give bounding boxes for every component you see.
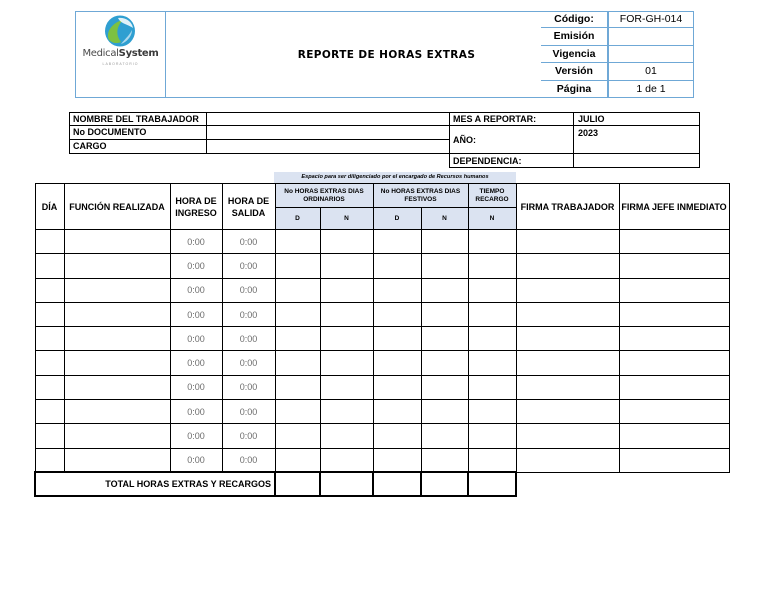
cell-ord-d[interactable] (275, 302, 320, 326)
cell-hora-ingreso[interactable]: 0:00 (170, 254, 222, 278)
cell-hora-salida[interactable]: 0:00 (222, 302, 275, 326)
cell-recargo-n[interactable] (468, 278, 516, 302)
cell-hora-salida[interactable]: 0:00 (222, 278, 275, 302)
subheader-ord-n: N (320, 208, 373, 230)
cell-dia[interactable] (35, 327, 64, 351)
cell-firma-trabajador[interactable] (516, 448, 619, 472)
cell-firma-trabajador[interactable] (516, 424, 619, 448)
cell-firma-jefe[interactable] (619, 327, 729, 351)
label-anio: AÑO: (453, 135, 476, 145)
cell-funcion[interactable] (64, 448, 170, 472)
logo-wordmark: MedicalSystem (82, 48, 159, 59)
cell-fest-n[interactable] (421, 230, 468, 254)
value-anio: 2023 (578, 128, 599, 138)
table-row (35, 327, 729, 351)
cell-hora-salida[interactable]: 0:00 (222, 230, 275, 254)
cell-fest-n[interactable] (421, 448, 468, 472)
total-row (35, 472, 729, 496)
label-nombre-trabajador: NOMBRE DEL TRABAJADOR (73, 114, 199, 124)
worker-info-table (69, 112, 700, 168)
table-row (35, 424, 729, 448)
table-row (35, 230, 729, 254)
cell-recargo-n[interactable] (468, 351, 516, 375)
total-fest-n[interactable] (421, 472, 468, 496)
meta-value: 1 de 1 (636, 82, 666, 95)
cell-fest-n[interactable] (421, 424, 468, 448)
cell-funcion[interactable] (64, 230, 170, 254)
cell-fest-d[interactable] (373, 302, 421, 326)
cell-hora-ingreso[interactable]: 0:00 (170, 351, 222, 375)
field-cargo[interactable] (207, 140, 449, 153)
label-no-documento: No DOCUMENTO (73, 127, 147, 137)
hr-note (274, 172, 516, 183)
cell-recargo-n[interactable] (468, 424, 516, 448)
cell-firma-trabajador[interactable] (516, 400, 619, 424)
cell-firma-trabajador[interactable] (516, 302, 619, 326)
cell-hora-ingreso[interactable]: 0:00 (170, 424, 222, 448)
cell-firma-jefe[interactable] (619, 351, 729, 375)
cell-ord-d[interactable] (275, 375, 320, 399)
meta-row (541, 28, 694, 45)
cell-ord-d[interactable] (275, 424, 320, 448)
cell-dia[interactable] (35, 375, 64, 399)
cell-recargo-n[interactable] (468, 400, 516, 424)
meta-key: Versión (555, 65, 593, 78)
cell-fest-n[interactable] (421, 278, 468, 302)
cell-ord-n[interactable] (320, 302, 373, 326)
table-row (35, 302, 729, 326)
table-row (35, 351, 729, 375)
subheader-recargo-n: N (468, 208, 516, 230)
cell-ord-d[interactable] (275, 254, 320, 278)
cell-dia[interactable] (35, 302, 64, 326)
cell-hora-salida[interactable]: 0:00 (222, 375, 275, 399)
meta-key: Vigencia (552, 47, 596, 60)
cell-firma-trabajador[interactable] (516, 254, 619, 278)
cell-fest-d[interactable] (373, 278, 421, 302)
cell-fest-n[interactable] (421, 375, 468, 399)
col-header-ordinarios: No HORAS EXTRAS DIAS ORDINARIOS (275, 184, 373, 208)
cell-hora-salida[interactable]: 0:00 (222, 400, 275, 424)
cell-dia[interactable] (35, 351, 64, 375)
cell-funcion[interactable] (64, 400, 170, 424)
cell-ord-n[interactable] (320, 254, 373, 278)
cell-ord-d[interactable] (275, 351, 320, 375)
cell-funcion[interactable] (64, 327, 170, 351)
subheader-ord-d: D (275, 208, 320, 230)
cell-firma-jefe[interactable] (619, 400, 729, 424)
cell-fest-d[interactable] (373, 424, 421, 448)
cell-funcion[interactable] (64, 302, 170, 326)
cell-ord-n[interactable] (320, 424, 373, 448)
table-row (35, 448, 729, 472)
hr-note-text: Espacio para ser diligenciado por el encargado de Recursos humanos (301, 174, 489, 180)
cell-funcion[interactable] (64, 424, 170, 448)
field-dependencia[interactable] (574, 154, 699, 167)
cell-dia[interactable] (35, 448, 64, 472)
table-row (35, 254, 729, 278)
cell-hora-salida[interactable]: 0:00 (222, 424, 275, 448)
cell-fest-d[interactable] (373, 254, 421, 278)
meta-row (541, 46, 694, 63)
total-ord-d[interactable] (275, 472, 320, 496)
cell-hora-ingreso[interactable]: 0:00 (170, 375, 222, 399)
logo-subtext: LABORATORIO (102, 62, 139, 66)
cell-ord-d[interactable] (275, 448, 320, 472)
cell-fest-d[interactable] (373, 448, 421, 472)
cell-firma-trabajador[interactable] (516, 351, 619, 375)
cell-ord-n[interactable] (320, 230, 373, 254)
cell-recargo-n[interactable] (468, 448, 516, 472)
cell-hora-salida[interactable]: 0:00 (222, 351, 275, 375)
document-title: REPORTE DE HORAS EXTRAS (297, 48, 476, 61)
cell-ord-d[interactable] (275, 400, 320, 424)
cell-firma-trabajador[interactable] (516, 327, 619, 351)
col-header-hora-ingreso: HORA DE INGRESO (170, 184, 222, 230)
meta-value: 01 (645, 65, 657, 78)
cell-funcion[interactable] (64, 375, 170, 399)
meta-row (541, 11, 694, 28)
field-no-documento[interactable] (207, 126, 449, 138)
cell-funcion[interactable] (64, 254, 170, 278)
cell-ord-n[interactable] (320, 375, 373, 399)
cell-recargo-n[interactable] (468, 375, 516, 399)
cell-fest-n[interactable] (421, 302, 468, 326)
col-header-hora-salida: HORA DE SALIDA (222, 184, 275, 230)
cell-fest-d[interactable] (373, 351, 421, 375)
cell-dia[interactable] (35, 278, 64, 302)
cell-recargo-n[interactable] (468, 254, 516, 278)
table-row (35, 375, 729, 399)
cell-fest-d[interactable] (373, 375, 421, 399)
col-header-festivos: No HORAS EXTRAS DIAS FESTIVOS (373, 184, 468, 208)
cell-dia[interactable] (35, 230, 64, 254)
cell-hora-ingreso[interactable]: 0:00 (170, 230, 222, 254)
medicalsystem-logo-icon (99, 14, 141, 48)
table-row (35, 400, 729, 424)
cell-hora-ingreso[interactable]: 0:00 (170, 400, 222, 424)
cell-hora-salida[interactable]: 0:00 (222, 254, 275, 278)
subheader-fest-d: D (373, 208, 421, 230)
cell-firma-trabajador[interactable] (516, 278, 619, 302)
col-header-firma-trabajador: FIRMA TRABAJADOR (516, 184, 619, 230)
cell-hora-salida[interactable]: 0:00 (222, 448, 275, 472)
cell-firma-trabajador[interactable] (516, 230, 619, 254)
label-mes-reportar: MES A REPORTAR: (453, 114, 537, 124)
total-fest-d[interactable] (373, 472, 421, 496)
cell-fest-n[interactable] (421, 351, 468, 375)
label-dependencia: DEPENDENCIA: (453, 156, 522, 166)
cell-firma-jefe[interactable] (619, 448, 729, 472)
table-row (35, 278, 729, 302)
cell-ord-n[interactable] (320, 400, 373, 424)
col-header-firma-jefe: FIRMA JEFE INMEDIATO (619, 184, 729, 230)
cell-fest-n[interactable] (421, 254, 468, 278)
cell-fest-n[interactable] (421, 327, 468, 351)
cell-dia[interactable] (35, 254, 64, 278)
total-ord-n[interactable] (320, 472, 373, 496)
cell-ord-n[interactable] (320, 327, 373, 351)
cell-firma-jefe[interactable] (619, 230, 729, 254)
col-header-dia: DÍA (35, 184, 64, 230)
overtime-table (34, 183, 730, 497)
cell-ord-n[interactable] (320, 448, 373, 472)
meta-row (541, 81, 694, 98)
total-recargo-n[interactable] (468, 472, 516, 496)
value-mes: JULIO (578, 114, 605, 124)
cell-hora-ingreso[interactable]: 0:00 (170, 302, 222, 326)
cell-funcion[interactable] (64, 351, 170, 375)
cell-hora-ingreso[interactable]: 0:00 (170, 448, 222, 472)
col-header-recargo: TIEMPO RECARGO (468, 184, 516, 208)
cell-ord-n[interactable] (320, 278, 373, 302)
cell-fest-d[interactable] (373, 327, 421, 351)
meta-key: Código: (554, 13, 594, 25)
field-nombre-trabajador[interactable] (207, 113, 449, 125)
cell-firma-jefe[interactable] (619, 375, 729, 399)
cell-fest-d[interactable] (373, 400, 421, 424)
col-header-funcion: FUNCIÓN REALIZADA (64, 184, 170, 230)
meta-value: FOR-GH-014 (619, 13, 683, 25)
total-label: TOTAL HORAS EXTRAS Y RECARGOS (35, 472, 275, 496)
meta-key: Emisión (553, 30, 595, 43)
total-blank (516, 472, 729, 496)
cell-fest-n[interactable] (421, 400, 468, 424)
cell-ord-d[interactable] (275, 278, 320, 302)
cell-firma-jefe[interactable] (619, 278, 729, 302)
cell-firma-jefe[interactable] (619, 302, 729, 326)
meta-key: Página (556, 82, 592, 95)
cell-ord-d[interactable] (275, 230, 320, 254)
cell-dia[interactable] (35, 424, 64, 448)
label-cargo: CARGO (73, 141, 107, 151)
subheader-fest-n: N (421, 208, 468, 230)
cell-recargo-n[interactable] (468, 230, 516, 254)
cell-recargo-n[interactable] (468, 327, 516, 351)
cell-fest-d[interactable] (373, 230, 421, 254)
cell-ord-d[interactable] (275, 327, 320, 351)
cell-ord-n[interactable] (320, 351, 373, 375)
logo-cell (76, 12, 166, 97)
cell-hora-ingreso[interactable]: 0:00 (170, 278, 222, 302)
cell-hora-ingreso[interactable]: 0:00 (170, 327, 222, 351)
meta-row (541, 63, 694, 80)
cell-firma-jefe[interactable] (619, 424, 729, 448)
cell-hora-salida[interactable]: 0:00 (222, 327, 275, 351)
cell-funcion[interactable] (64, 278, 170, 302)
cell-firma-trabajador[interactable] (516, 375, 619, 399)
cell-recargo-n[interactable] (468, 302, 516, 326)
cell-dia[interactable] (35, 400, 64, 424)
cell-firma-jefe[interactable] (619, 254, 729, 278)
